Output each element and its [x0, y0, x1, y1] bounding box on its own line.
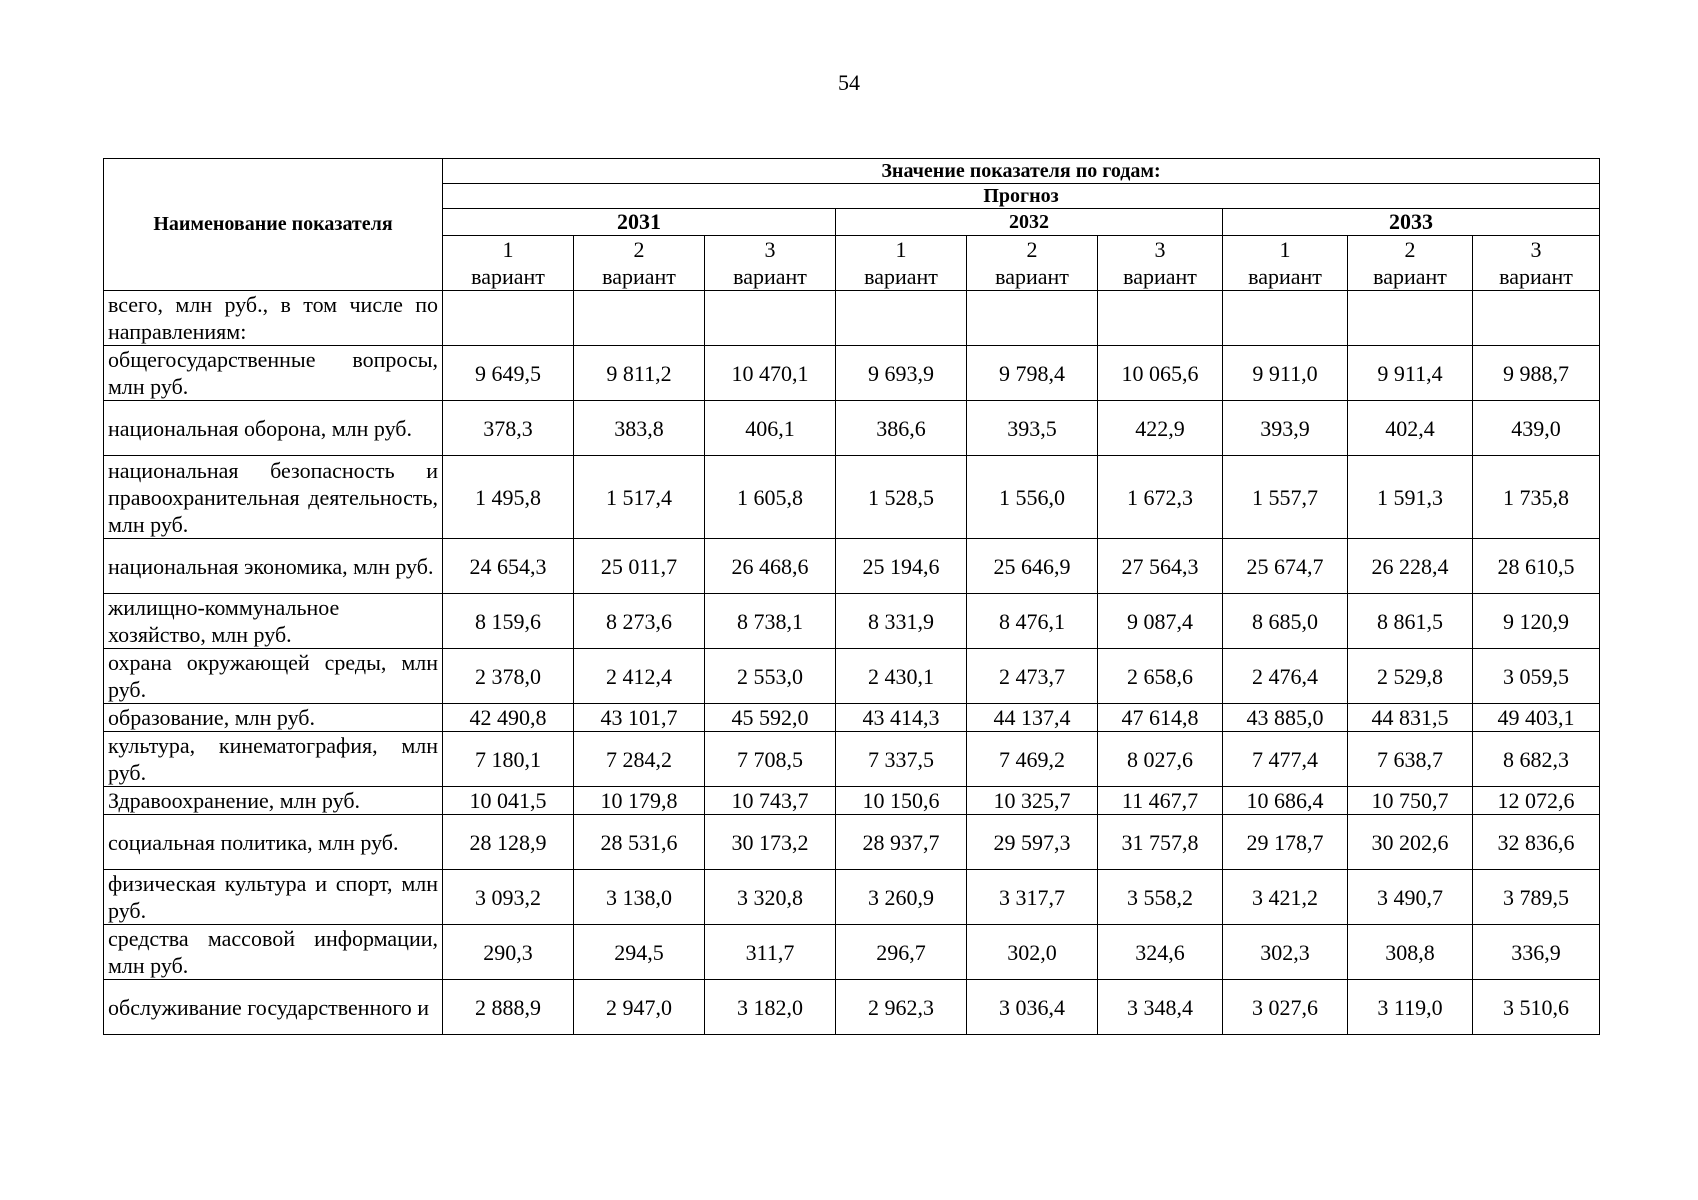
variant-word: вариант — [733, 264, 807, 289]
value-cell: 2 529,8 — [1348, 649, 1473, 704]
value-cell — [574, 291, 705, 346]
value-cell: 3 320,8 — [705, 870, 836, 925]
indicator-label: жилищно-коммунальное хозяйство, млн руб. — [104, 594, 443, 649]
variant-number: 1 — [502, 237, 514, 262]
value-cell: 296,7 — [836, 925, 967, 980]
variant-word: вариант — [1248, 264, 1322, 289]
value-cell: 3 558,2 — [1098, 870, 1223, 925]
variant-header-cell — [1223, 236, 1348, 291]
value-cell: 47 614,8 — [1098, 704, 1223, 732]
value-cell: 3 789,5 — [1473, 870, 1600, 925]
value-cell: 1 556,0 — [967, 456, 1098, 539]
value-cell: 2 888,9 — [443, 980, 574, 1035]
value-cell: 386,6 — [836, 401, 967, 456]
year-header: 2033 — [1223, 209, 1600, 236]
value-cell: 43 414,3 — [836, 704, 967, 732]
value-cell: 294,5 — [574, 925, 705, 980]
variant-number: 3 — [764, 237, 776, 262]
value-cell — [443, 291, 574, 346]
value-cell: 10 743,7 — [705, 787, 836, 815]
value-cell: 10 041,5 — [443, 787, 574, 815]
value-cell: 1 517,4 — [574, 456, 705, 539]
value-cell: 8 159,6 — [443, 594, 574, 649]
value-cell: 302,0 — [967, 925, 1098, 980]
variant-header-cell — [1098, 236, 1223, 291]
value-cell: 45 592,0 — [705, 704, 836, 732]
value-cell: 8 861,5 — [1348, 594, 1473, 649]
value-cell: 9 120,9 — [1473, 594, 1600, 649]
value-cell: 308,8 — [1348, 925, 1473, 980]
variant-number: 1 — [895, 237, 907, 262]
value-cell: 44 137,4 — [967, 704, 1098, 732]
value-cell: 402,4 — [1348, 401, 1473, 456]
value-cell: 10 065,6 — [1098, 346, 1223, 401]
value-cell: 10 470,1 — [705, 346, 836, 401]
value-cell: 8 273,6 — [574, 594, 705, 649]
value-cell: 27 564,3 — [1098, 539, 1223, 594]
value-cell: 44 831,5 — [1348, 704, 1473, 732]
value-cell: 9 911,0 — [1223, 346, 1348, 401]
value-cell: 1 672,3 — [1098, 456, 1223, 539]
value-cell: 10 179,8 — [574, 787, 705, 815]
value-cell: 9 988,7 — [1473, 346, 1600, 401]
value-cell: 2 430,1 — [836, 649, 967, 704]
value-cell: 10 325,7 — [967, 787, 1098, 815]
value-cell: 7 180,1 — [443, 732, 574, 787]
variant-number: 2 — [633, 237, 645, 262]
value-cell: 3 260,9 — [836, 870, 967, 925]
value-cell: 11 467,7 — [1098, 787, 1223, 815]
forecast-table — [103, 158, 1600, 1035]
indicator-label: Здравоохранение, млн руб. — [104, 787, 443, 815]
value-cell: 8 738,1 — [705, 594, 836, 649]
value-cell: 3 490,7 — [1348, 870, 1473, 925]
value-cell: 7 708,5 — [705, 732, 836, 787]
value-cell: 28 531,6 — [574, 815, 705, 870]
value-cell: 26 228,4 — [1348, 539, 1473, 594]
value-cell: 32 836,6 — [1473, 815, 1600, 870]
value-cell: 1 557,7 — [1223, 456, 1348, 539]
value-cell: 1 495,8 — [443, 456, 574, 539]
variant-header-cell — [967, 236, 1098, 291]
table-row — [104, 539, 1600, 594]
value-cell: 3 421,2 — [1223, 870, 1348, 925]
table-row — [104, 346, 1600, 401]
value-cell: 12 072,6 — [1473, 787, 1600, 815]
value-cell: 3 182,0 — [705, 980, 836, 1035]
value-cell: 24 654,3 — [443, 539, 574, 594]
value-cell: 3 119,0 — [1348, 980, 1473, 1035]
indicator-label: социальная политика, млн руб. — [104, 815, 443, 870]
value-cell: 43 885,0 — [1223, 704, 1348, 732]
value-cell: 30 202,6 — [1348, 815, 1473, 870]
table-row — [104, 732, 1600, 787]
variant-word: вариант — [1123, 264, 1197, 289]
value-cell: 2 476,4 — [1223, 649, 1348, 704]
value-cell: 8 331,9 — [836, 594, 967, 649]
table-row — [104, 870, 1600, 925]
value-cell: 28 128,9 — [443, 815, 574, 870]
table-body — [104, 291, 1600, 1035]
value-cell — [1098, 291, 1223, 346]
indicator-label: охрана окружающей среды, млн руб. — [104, 649, 443, 704]
value-cell: 28 937,7 — [836, 815, 967, 870]
indicator-label: национальная безопасность и правоохранительная деятельность, млн руб. — [104, 456, 443, 539]
value-cell: 378,3 — [443, 401, 574, 456]
table-row — [104, 787, 1600, 815]
value-cell: 3 027,6 — [1223, 980, 1348, 1035]
variant-number: 2 — [1404, 237, 1416, 262]
variant-number: 3 — [1154, 237, 1166, 262]
value-cell: 25 194,6 — [836, 539, 967, 594]
value-cell: 2 962,3 — [836, 980, 967, 1035]
value-cell: 7 284,2 — [574, 732, 705, 787]
value-cell: 7 477,4 — [1223, 732, 1348, 787]
value-cell: 10 750,7 — [1348, 787, 1473, 815]
value-cell: 30 173,2 — [705, 815, 836, 870]
value-cell: 2 553,0 — [705, 649, 836, 704]
year-header: 2032 — [836, 209, 1223, 236]
table-row — [104, 456, 1600, 539]
variant-number: 2 — [1026, 237, 1038, 262]
indicator-label: образование, млн руб. — [104, 704, 443, 732]
value-cell: 336,9 — [1473, 925, 1600, 980]
variant-number: 3 — [1530, 237, 1542, 262]
value-cell: 8 476,1 — [967, 594, 1098, 649]
year-header: 2031 — [443, 209, 836, 236]
value-cell: 393,5 — [967, 401, 1098, 456]
table-row — [104, 291, 1600, 346]
table-row — [104, 594, 1600, 649]
value-cell: 439,0 — [1473, 401, 1600, 456]
value-cell: 2 412,4 — [574, 649, 705, 704]
value-cell: 393,9 — [1223, 401, 1348, 456]
indicator-label: физическая культура и спорт, млн руб. — [104, 870, 443, 925]
value-cell: 26 468,6 — [705, 539, 836, 594]
variant-word: вариант — [995, 264, 1069, 289]
value-cell: 1 528,5 — [836, 456, 967, 539]
value-cell: 9 649,5 — [443, 346, 574, 401]
variant-header-cell — [443, 236, 574, 291]
value-cell: 290,3 — [443, 925, 574, 980]
variant-header-cell — [574, 236, 705, 291]
value-cell: 8 682,3 — [1473, 732, 1600, 787]
indicator-label: средства массовой информации, млн руб. — [104, 925, 443, 980]
table-row — [104, 815, 1600, 870]
value-cell: 9 693,9 — [836, 346, 967, 401]
value-cell — [836, 291, 967, 346]
variant-word: вариант — [1373, 264, 1447, 289]
value-cell: 1 735,8 — [1473, 456, 1600, 539]
value-cell: 25 011,7 — [574, 539, 705, 594]
indicator-label: национальная оборона, млн руб. — [104, 401, 443, 456]
page-number: 54 — [838, 70, 860, 95]
forecast-header: Прогноз — [443, 184, 1600, 209]
variant-header-cell — [836, 236, 967, 291]
value-cell: 7 469,2 — [967, 732, 1098, 787]
value-cell: 2 947,0 — [574, 980, 705, 1035]
value-cell: 3 059,5 — [1473, 649, 1600, 704]
value-cell — [1473, 291, 1600, 346]
value-cell: 422,9 — [1098, 401, 1223, 456]
value-cell: 3 317,7 — [967, 870, 1098, 925]
value-cell: 2 473,7 — [967, 649, 1098, 704]
value-cell: 2 658,6 — [1098, 649, 1223, 704]
value-cell: 9 911,4 — [1348, 346, 1473, 401]
value-cell: 3 510,6 — [1473, 980, 1600, 1035]
value-cell: 9 798,4 — [967, 346, 1098, 401]
indicator-name-header: Наименование показателя — [104, 159, 443, 291]
variant-header-cell — [705, 236, 836, 291]
variant-word: вариант — [1499, 264, 1573, 289]
table-row — [104, 925, 1600, 980]
value-cell: 7 638,7 — [1348, 732, 1473, 787]
table-row — [104, 401, 1600, 456]
value-cell: 43 101,7 — [574, 704, 705, 732]
value-cell — [1348, 291, 1473, 346]
indicator-label: общегосударственные вопросы, млн руб. — [104, 346, 443, 401]
value-cell: 25 646,9 — [967, 539, 1098, 594]
value-cell: 29 178,7 — [1223, 815, 1348, 870]
indicator-label: обслуживание государственного и — [104, 980, 443, 1035]
value-cell: 42 490,8 — [443, 704, 574, 732]
value-cell: 3 348,4 — [1098, 980, 1223, 1035]
indicator-label: всего, млн руб., в том числе по направлениям: — [104, 291, 443, 346]
table-row — [104, 649, 1600, 704]
value-cell: 1 605,8 — [705, 456, 836, 539]
value-cell: 10 150,6 — [836, 787, 967, 815]
value-cell — [705, 291, 836, 346]
value-cell — [967, 291, 1098, 346]
variant-word: вариант — [602, 264, 676, 289]
value-cell: 10 686,4 — [1223, 787, 1348, 815]
value-cell: 3 138,0 — [574, 870, 705, 925]
variant-word: вариант — [864, 264, 938, 289]
value-cell: 324,6 — [1098, 925, 1223, 980]
value-cell: 8 685,0 — [1223, 594, 1348, 649]
indicator-label: национальная экономика, млн руб. — [104, 539, 443, 594]
variant-number: 1 — [1279, 237, 1291, 262]
variant-header-cell — [1348, 236, 1473, 291]
indicator-label: культура, кинематография, млн руб. — [104, 732, 443, 787]
value-cell: 9 087,4 — [1098, 594, 1223, 649]
value-cell: 311,7 — [705, 925, 836, 980]
value-cell: 28 610,5 — [1473, 539, 1600, 594]
value-cell: 8 027,6 — [1098, 732, 1223, 787]
value-cell: 31 757,8 — [1098, 815, 1223, 870]
variant-header-cell — [1473, 236, 1600, 291]
value-cell: 3 036,4 — [967, 980, 1098, 1035]
value-cell: 3 093,2 — [443, 870, 574, 925]
value-cell: 302,3 — [1223, 925, 1348, 980]
table-row — [104, 704, 1600, 732]
value-cell: 49 403,1 — [1473, 704, 1600, 732]
value-cell: 2 378,0 — [443, 649, 574, 704]
values-title-header: Значение показателя по годам: — [443, 159, 1600, 184]
value-cell: 406,1 — [705, 401, 836, 456]
value-cell: 7 337,5 — [836, 732, 967, 787]
value-cell: 25 674,7 — [1223, 539, 1348, 594]
value-cell: 1 591,3 — [1348, 456, 1473, 539]
table-row — [104, 980, 1600, 1035]
value-cell: 9 811,2 — [574, 346, 705, 401]
value-cell: 29 597,3 — [967, 815, 1098, 870]
value-cell: 383,8 — [574, 401, 705, 456]
variant-word: вариант — [471, 264, 545, 289]
value-cell — [1223, 291, 1348, 346]
